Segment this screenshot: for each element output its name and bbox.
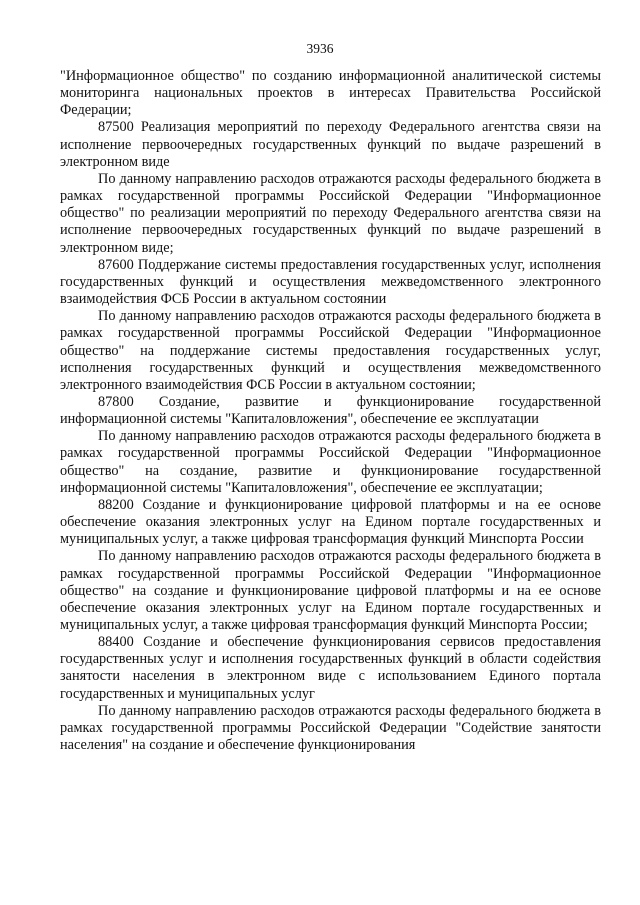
- paragraph-description-88400: По данному направлению расходов отражаются расходы федерального бюджета в рамках государственной программы Российской Федерации "Содействие занятости населения" на создание и обеспечение функционирования: [60, 702, 601, 754]
- paragraph-description-87600: По данному направлению расходов отражаются расходы федерального бюджета в рамках государственной программы Российской Федерации "Информационное общество" на поддержание системы предоставления государственных услуг, исполнения государственных функций и осуществления межведомственного электронного взаимодействия ФСБ России в актуальном состоянии;: [60, 308, 601, 393]
- paragraph-code-88200: 88200 Создание и функционирование цифровой платформы и на ее основе обеспечение оказания электронных услуг на Едином портале государственных и муниципальных услуг, а также цифровая трансформация функций Минспорта России: [60, 496, 601, 548]
- paragraph-code-87800: 87800 Создание, развитие и функционирование государственной информационной системы "Капиталовложения", обеспечение ее эксплуатации: [60, 393, 601, 428]
- paragraph-description-88200: По данному направлению расходов отражаются расходы федерального бюджета в рамках государственной программы Российской Федерации "Информационное общество" на создание и функционирование цифровой платформы и на ее основе обеспечение оказания электронных услуг на Едином портале государственных и муниципальных услуг, а также цифровая трансформация функций Минспорта России;: [60, 548, 601, 633]
- document-body: [60, 68, 601, 754]
- paragraph-description-87500: По данному направлению расходов отражаются расходы федерального бюджета в рамках государственной программы Российской Федерации "Информационное общество" по реализации мероприятий по переходу Федерального агентства связи на исполнение первоочередных государственных функций по выдаче разрешений в электронном виде;: [60, 170, 601, 256]
- paragraph-description-87800: По данному направлению расходов отражаются расходы федерального бюджета в рамках государственной программы Российской Федерации "Информационное общество" на создание, развитие и функционирование государственной информационной системы "Капиталовложения", обеспечение ее эксплуатации;: [60, 428, 601, 496]
- paragraph-code-87600: 87600 Поддержание системы предоставления государственных услуг, исполнения государственных функций и осуществления межведомственного электронного взаимодействия ФСБ России в актуальном состоянии: [60, 256, 601, 308]
- paragraph-continuation: "Информационное общество" по созданию информационной аналитической системы мониторинга национальных проектов в интересах Правительства Российской Федерации;: [60, 68, 601, 119]
- paragraph-code-87500: 87500 Реализация мероприятий по переходу Федерального агентства связи на исполнение первоочередных государственных функций по выдаче разрешений в электронном виде: [60, 119, 601, 170]
- paragraph-code-88400: 88400 Создание и обеспечение функционирования сервисов предоставления государственных услуг и исполнения государственных функций в области содействия занятости населения в электронном виде с использованием Единого портала государственных и муниципальных услуг: [60, 634, 601, 702]
- page-number: 3936: [306, 41, 334, 56]
